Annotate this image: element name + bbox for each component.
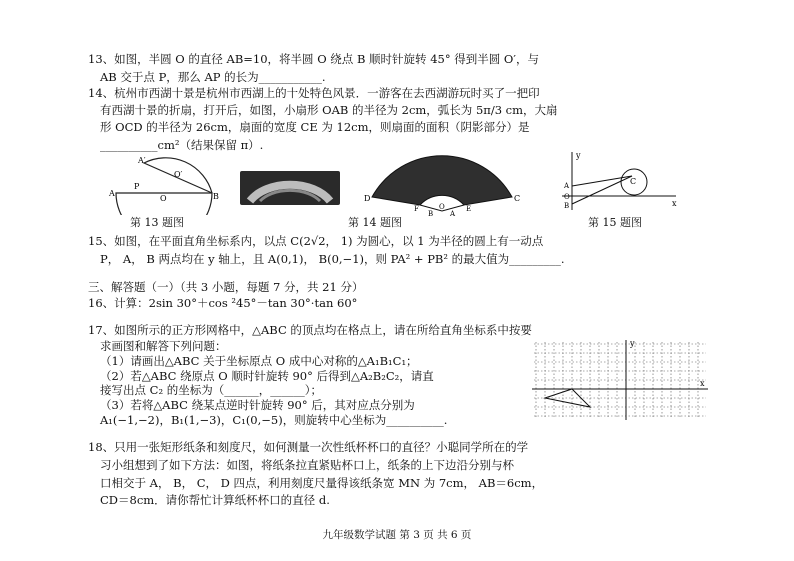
figure-13 [108, 155, 220, 215]
q17-line1: 17、如图所示的正方形网格中，△ABC 的顶点均在格点上，请在所给直角坐标系中按要 [88, 323, 532, 337]
fig14-label-d: D [364, 194, 371, 203]
q13-line1: 13、如图，半圆 O 的直径 AB=10，将半圆 O 绕点 B 顺时针旋转 45° 得到半圆 O′，与 [88, 52, 539, 66]
q17-line6: （3）若将△ABC 绕某点逆时针旋转 90° 后，其对应点分别为 [100, 398, 415, 412]
fig13-label-a: A [109, 189, 115, 198]
q17-line4: （2）若△ABC 绕原点 O 顺时针旋转 90° 后得到△A₂B₂C₂，请直 [100, 369, 434, 383]
fig14-label-e: E [466, 205, 472, 213]
page-footer: 九年级数学试题 第 3 页 共 6 页 [322, 529, 472, 541]
q15-line2: P， A， B 两点均在 y 轴上，且 A(0,1)， B(0,−1)，则 PA² + PB² 的最大值为_________. [100, 252, 565, 266]
q14-line4: __________cm²（结果保留 π）. [100, 138, 264, 152]
coordinate-grid [530, 338, 710, 420]
caption-fig13: 第 13 题图 [130, 216, 184, 229]
fan-photo [240, 171, 340, 205]
grid-label-x: x [700, 379, 705, 388]
q14-line3: 形 OCD 的半径为 26cm，扇面的宽度 CE 为 12cm，则扇面的面积（阴影部分）是 [100, 120, 530, 134]
fig13-label-p: P [134, 182, 140, 191]
fig14-label-c: C [514, 194, 521, 203]
q18-line3: 口相交于 A， B， C， D 四点，利用刻度尺量得该纸条宽 MN 为 7cm， AB＝6cm， [100, 476, 544, 490]
fig15-label-x: x [672, 199, 677, 208]
fig14-label-o: O [439, 203, 445, 211]
fig15-label-a: A [564, 182, 570, 190]
fig15-label-c: C [630, 177, 637, 186]
q13-line2: AB 交于点 P，那么 AP 的长为___________. [100, 70, 326, 84]
q18-line4: CD＝8cm．请你帮忙计算纸杯杯口的直径 d. [100, 493, 330, 507]
q15-line1: 15、如图，在平面直角坐标系内，以点 C(2√2， 1) 为圆心，以 1 为半径的圆上有一动点 [88, 234, 544, 248]
fig14-label-f: F [414, 205, 419, 213]
q17-line3: （1）请画出△ABC 关于坐标原点 O 成中心对称的△A₁B₁C₁； [100, 354, 418, 368]
caption-fig15: 第 15 题图 [588, 216, 642, 229]
q14-line2: 有西湖十景的折扇，打开后，如图，小扇形 OAB 的半径为 2cm，弧长为 5π/3 cm，大扇 [100, 103, 558, 117]
fig15-label-b: B [564, 202, 570, 210]
fig15-label-o: O [564, 193, 570, 201]
caption-fig14: 第 14 题图 [348, 216, 402, 229]
fig13-label-b: B [213, 192, 219, 201]
q17-line5: 接写出点 C₂ 的坐标为（______，______）； [100, 383, 322, 397]
fig13-label-o: O [160, 194, 167, 203]
q17-line7: A₁(−1,−2)，B₁(1,−3)，C₁(0,−5)，则旋转中心坐标为__________. [100, 413, 448, 427]
fig13-label-o2: O′ [174, 170, 183, 179]
fig14-label-a: A [450, 210, 456, 217]
fig14-label-b: B [428, 210, 434, 217]
q17-line2: 求画图和解答下列问题： [100, 339, 227, 353]
figure-15 [552, 150, 682, 212]
figure-14 [362, 153, 522, 217]
q16-line: 16、计算：2sin 30°＋cos ²45°－tan 30°·tan 60° [88, 296, 358, 310]
fig15-label-y: y [576, 151, 581, 160]
q18-line1: 18、只用一张矩形纸条和刻度尺，如何测量一次性纸杯杯口的直径？小聪同学所在的学 [88, 440, 529, 454]
fig13-label-a2: A′ [138, 156, 146, 165]
q18-line2: 习小组想到了如下方法：如图，将纸条拉直紧贴杯口上，纸条的上下边沿分别与杯 [100, 458, 514, 472]
grid-label-y: y [630, 339, 635, 348]
section-3-heading: 三、解答题（一）（共 3 小题，每题 7 分，共 21 分） [88, 280, 364, 294]
q14-line1: 14、杭州市西湖十景是杭州市西湖上的十处特色风景．一游客在去西湖游玩时买了一把印 [88, 86, 540, 100]
